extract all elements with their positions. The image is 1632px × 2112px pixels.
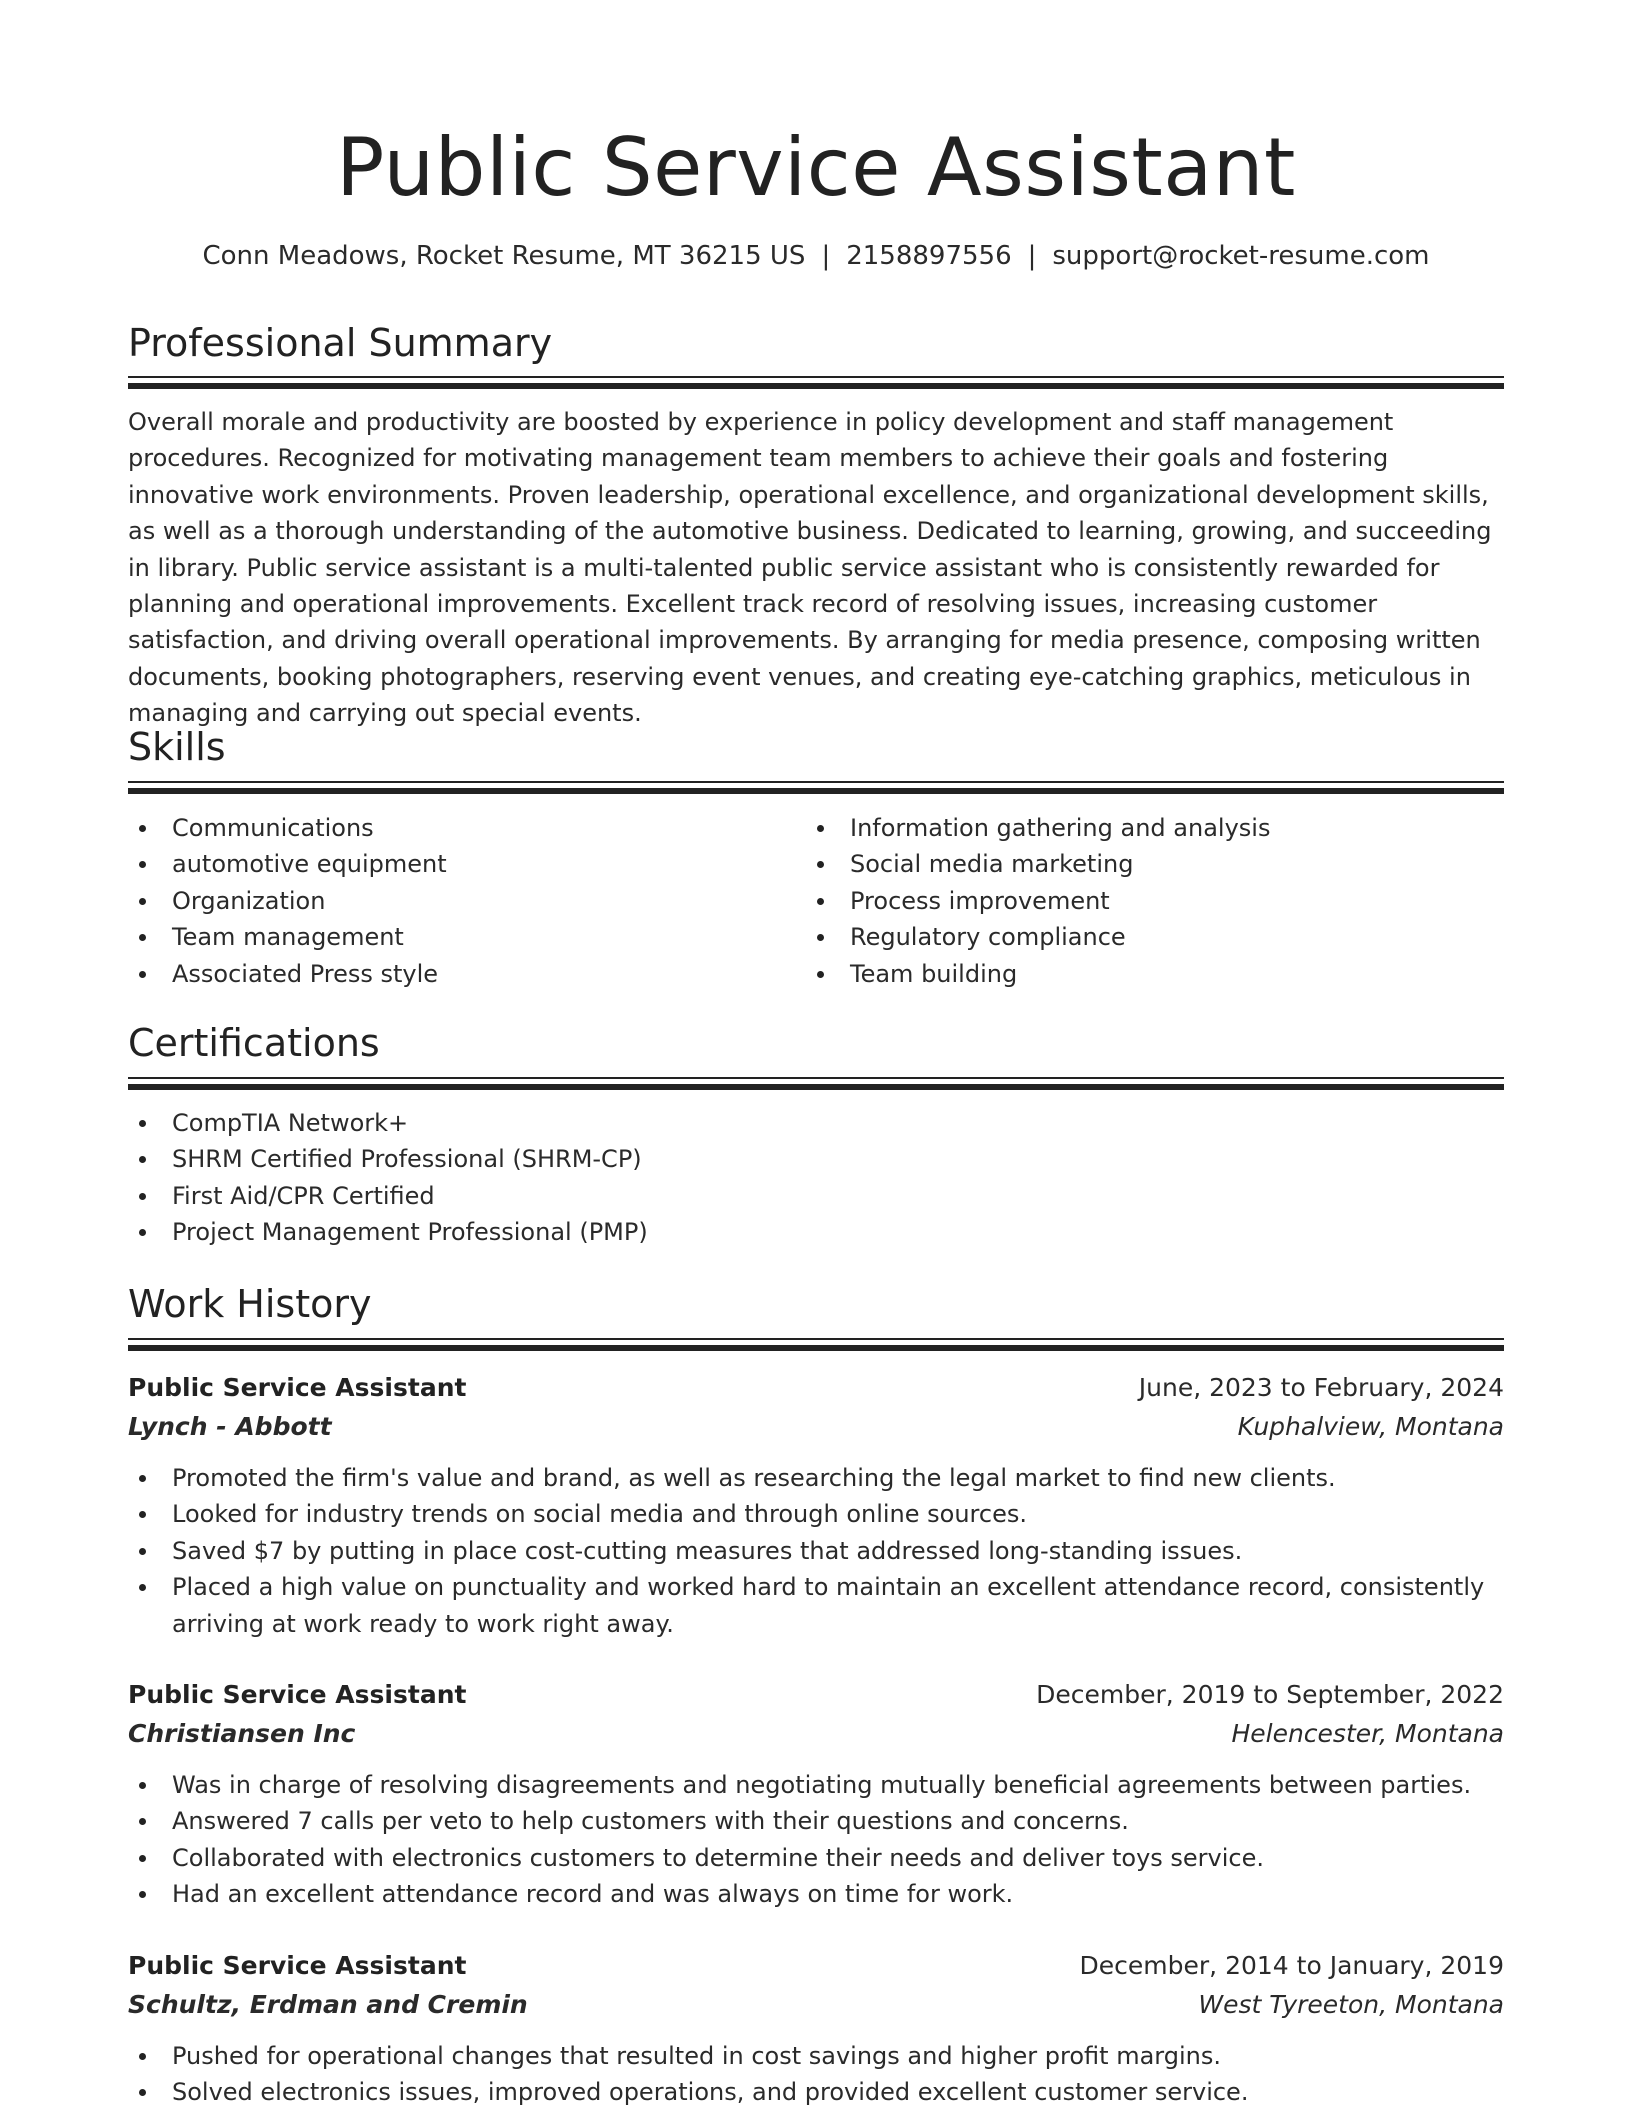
job-company: Lynch - Abbott — [128, 1412, 332, 1441]
resume-title: Public Service Assistant — [336, 121, 1296, 214]
job-bullet: Solved electronics issues, improved operations, and provided excellent customer service. — [128, 2074, 1504, 2110]
job-bullet: Placed a high value on punctuality and worked hard to maintain an excellent attendance record, consistently arriving at work ready to work right away. — [128, 1569, 1504, 1642]
certification-item: First Aid/CPR Certified — [128, 1178, 1504, 1214]
job-company: Schultz, Erdman and Cremin — [128, 1990, 528, 2019]
skill-item: Social media marketing — [806, 846, 1504, 882]
contact-address: Conn Meadows, Rocket Resume, MT 36215 US — [202, 241, 806, 271]
job-bullet: Looked for industry trends on social media and through online sources. — [128, 1496, 1504, 1532]
job-company: Christiansen Inc — [128, 1719, 356, 1748]
job-subheader — [128, 1987, 1504, 2023]
skill-item: automotive equipment — [128, 846, 788, 882]
skill-item: Process improvement — [806, 883, 1504, 919]
job-bullet: Promoted the firm's value and brand, as well as researching the legal market to find new clients. — [128, 1460, 1504, 1496]
certification-item: CompTIA Network+ — [128, 1105, 1504, 1141]
certification-item: SHRM Certified Professional (SHRM-CP) — [128, 1141, 1504, 1177]
section-divider — [128, 781, 1504, 794]
job-bullet: Was in charge of resolving disagreements and negotiating mutually beneficial agreements between parties. — [128, 1767, 1504, 1803]
job-subheader — [128, 1409, 1504, 1445]
section-heading-work-history: Work History — [128, 1282, 372, 1326]
certification-item: Project Management Professional (PMP) — [128, 1214, 1504, 1250]
job-subheader — [128, 1716, 1504, 1752]
section-heading-skills: Skills — [128, 725, 226, 769]
skill-item: Organization — [128, 883, 788, 919]
job-bullet: Answered 7 calls per veto to help customers with their questions and concerns. — [128, 1803, 1504, 1839]
summary-text: Overall morale and productivity are boosted by experience in policy development and staff management procedures. Recognized for motivating management team members to achieve their goals and fostering innovative work environments. Proven leadership, operational excellence, and organizational development skills, as well as a thorough understanding of the automotive business. Dedicated to learning, growing, and succeeding in library. Public service assistant is a multi-talented public service assistant who is consistently rewarded for planning and operational improvements. Excellent track record of resolving issues, increasing customer satisfaction, and driving overall operational improvements. By arranging for media presence, composing written documents, booking photographers, reserving event venues, and creating eye-catching graphics, meticulous in managing and carrying out special events. — [128, 408, 1492, 728]
skill-item: Team management — [128, 919, 788, 955]
certifications-list — [128, 1105, 1504, 1251]
job-bullet: Had an excellent attendance record and was always on time for work. — [128, 1876, 1504, 1912]
skill-item: Associated Press style — [128, 956, 788, 992]
contact-separator: | — [1027, 241, 1037, 271]
job-title: Public Service Assistant — [128, 1373, 467, 1402]
skill-item: Team building — [806, 956, 1504, 992]
job-bullets — [128, 1460, 1504, 1642]
skill-item: Information gathering and analysis — [806, 810, 1504, 846]
job-bullet: Collaborated with electronics customers to determine their needs and deliver toys service. — [128, 1840, 1504, 1876]
section-divider — [128, 1338, 1504, 1351]
job-bullet: Pushed for operational changes that resulted in cost savings and higher profit margins. — [128, 2038, 1504, 2074]
contact-phone: 2158897556 — [846, 241, 1012, 271]
job-header — [128, 1677, 1504, 1713]
section-divider — [128, 376, 1504, 389]
job-dates: December, 2019 to September, 2022 — [1036, 1680, 1504, 1709]
job-title: Public Service Assistant — [128, 1951, 467, 1980]
contact-separator: | — [821, 241, 831, 271]
skill-item: Communications — [128, 810, 788, 846]
job-location: Helencester, Montana — [1231, 1719, 1504, 1748]
job-location: Kuphalview, Montana — [1237, 1412, 1504, 1441]
job-header — [128, 1948, 1504, 1984]
contact-email[interactable]: support@rocket-resume.com — [1052, 241, 1430, 271]
job-dates: December, 2014 to January, 2019 — [1079, 1951, 1504, 1980]
job-bullets — [128, 2038, 1504, 2111]
job-bullet: Saved $7 by putting in place cost-cutting measures that addressed long-standing issues. — [128, 1533, 1504, 1569]
skill-item: Regulatory compliance — [806, 919, 1504, 955]
section-heading-summary: Professional Summary — [128, 321, 553, 365]
contact-line — [128, 239, 1504, 273]
job-header — [128, 1370, 1504, 1406]
section-heading-certifications: Certifications — [128, 1021, 380, 1065]
skills-list-left — [128, 810, 788, 992]
job-dates: June, 2023 to February, 2024 — [1138, 1373, 1504, 1402]
job-location: West Tyreeton, Montana — [1198, 1990, 1504, 2019]
job-bullets — [128, 1767, 1504, 1913]
section-divider — [128, 1077, 1504, 1090]
job-title: Public Service Assistant — [128, 1680, 467, 1709]
skills-list-right — [806, 810, 1504, 992]
